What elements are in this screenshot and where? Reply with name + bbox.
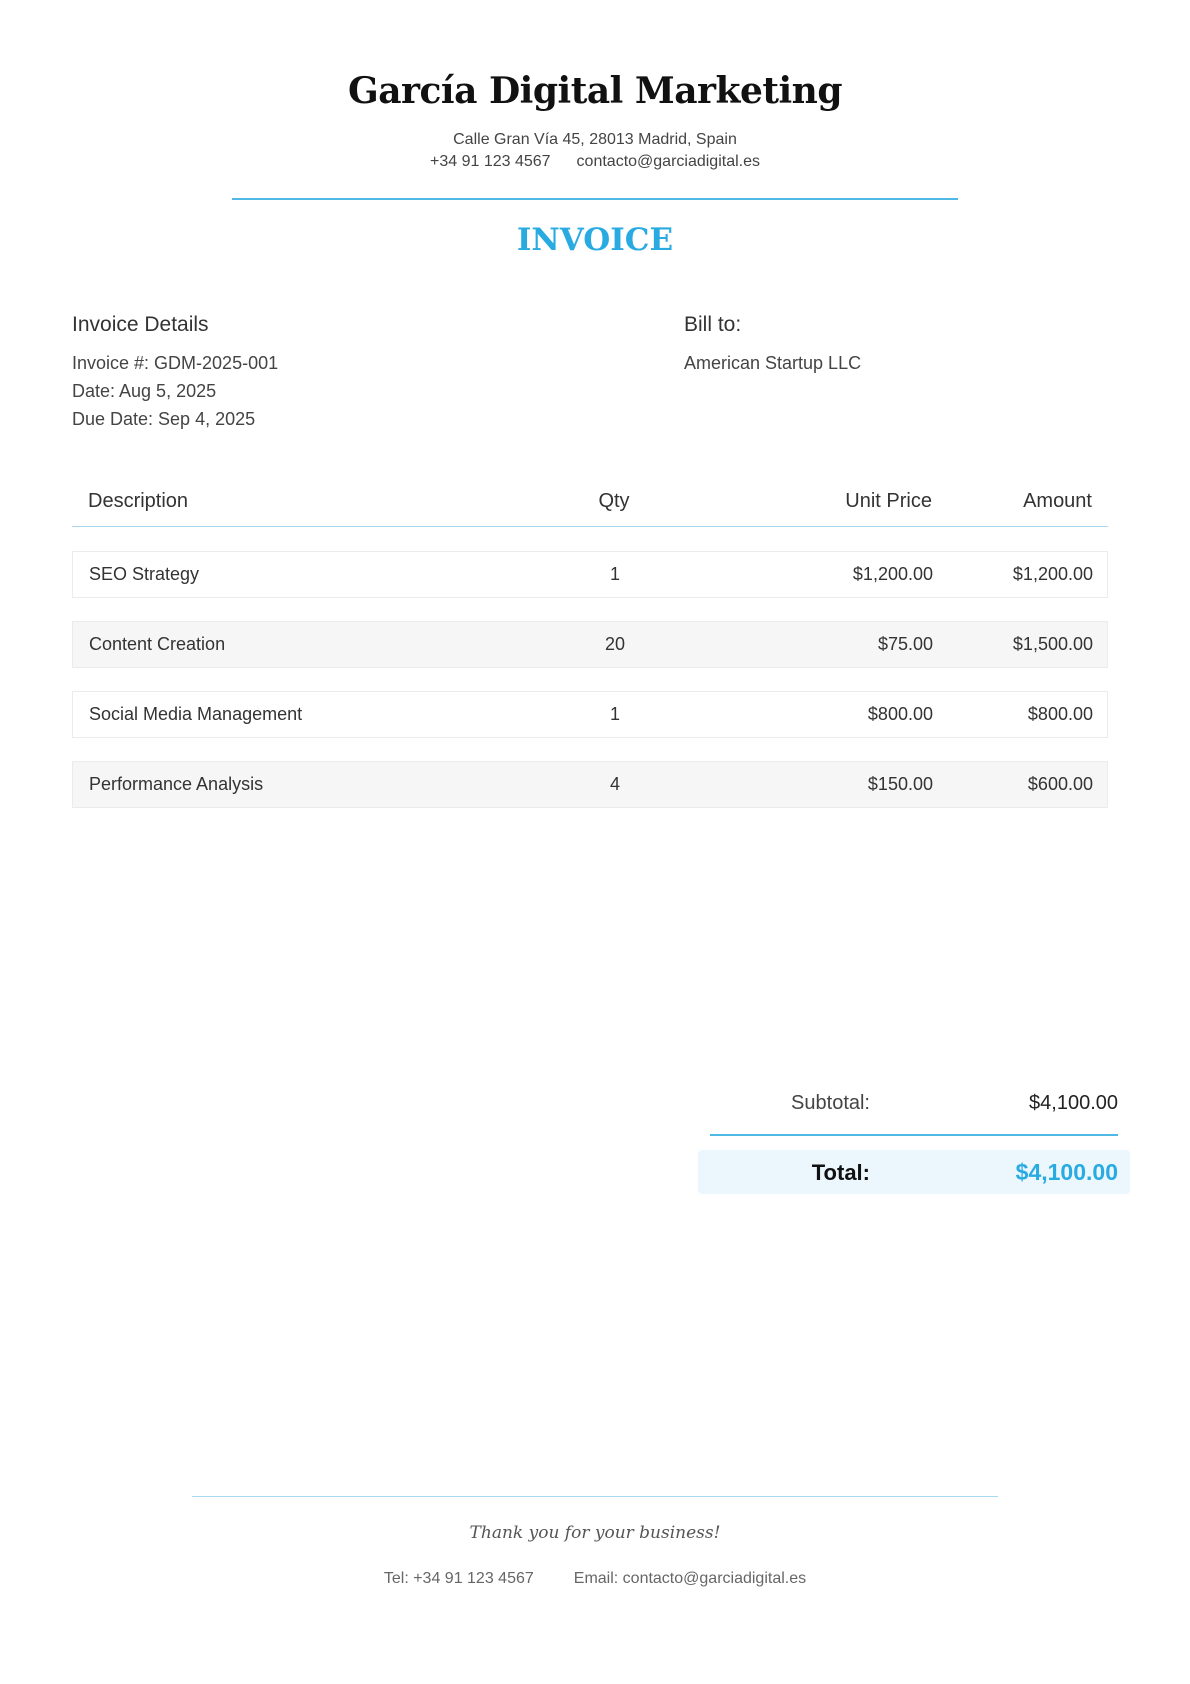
row-amount: $600.00 (1027, 774, 1093, 794)
row-unit-price: $150.00 (867, 774, 933, 794)
header-qty: Qty (598, 490, 630, 512)
footer-thanks: Thank you for your business! (469, 1523, 721, 1543)
row-qty: 4 (609, 774, 620, 794)
row-qty: 1 (609, 564, 620, 584)
company-email: contacto@garciadigital.es (576, 153, 760, 170)
row-description: Performance Analysis (89, 774, 264, 794)
table-row (72, 551, 1108, 598)
row-qty: 1 (609, 704, 620, 724)
invoice-number: Invoice #: GDM-2025-001 (72, 353, 279, 373)
document-title: INVOICE (516, 222, 674, 258)
header-description: Description (88, 490, 189, 512)
header-unit-price: Unit Price (845, 490, 932, 512)
footer-contact (0, 1570, 1190, 1588)
table-row (72, 621, 1108, 668)
row-unit-price: $1,200.00 (852, 564, 933, 584)
footer-email: Email: contacto@garciadigital.es (573, 1570, 807, 1587)
row-unit-price: $75.00 (877, 634, 933, 654)
totals-divider (710, 1134, 1118, 1136)
total-value: $4,100.00 (1015, 1159, 1118, 1185)
invoice-due-date: Due Date: Sep 4, 2025 (72, 409, 256, 429)
items-table-header (72, 478, 1108, 527)
bill-to-heading: Bill to: (684, 313, 742, 336)
row-qty: 20 (604, 634, 626, 654)
footer-tel: Tel: +34 91 123 4567 (383, 1570, 534, 1587)
row-amount: $800.00 (1027, 704, 1093, 724)
company-phone: +34 91 123 4567 (429, 153, 551, 170)
header-divider (232, 198, 958, 200)
total-label: Total: (811, 1160, 870, 1185)
company-contact (0, 153, 1190, 171)
row-amount: $1,200.00 (1012, 564, 1093, 584)
row-unit-price: $800.00 (867, 704, 933, 724)
bill-to-client: American Startup LLC (684, 353, 862, 373)
company-name: García Digital Marketing (347, 70, 843, 112)
footer-divider (192, 1496, 998, 1497)
invoice-date: Date: Aug 5, 2025 (72, 381, 217, 401)
company-address: Calle Gran Vía 45, 28013 Madrid, Spain (453, 131, 737, 148)
invoice-details-heading: Invoice Details (72, 313, 209, 336)
subtotal-label: Subtotal: (791, 1092, 870, 1114)
subtotal-value: $4,100.00 (1029, 1092, 1118, 1114)
row-amount: $1,500.00 (1012, 634, 1093, 654)
header-amount: Amount (1023, 490, 1092, 512)
row-description: Social Media Management (89, 704, 303, 724)
table-row (72, 691, 1108, 738)
row-description: Content Creation (89, 634, 226, 654)
row-description: SEO Strategy (89, 564, 200, 584)
table-row (72, 761, 1108, 808)
